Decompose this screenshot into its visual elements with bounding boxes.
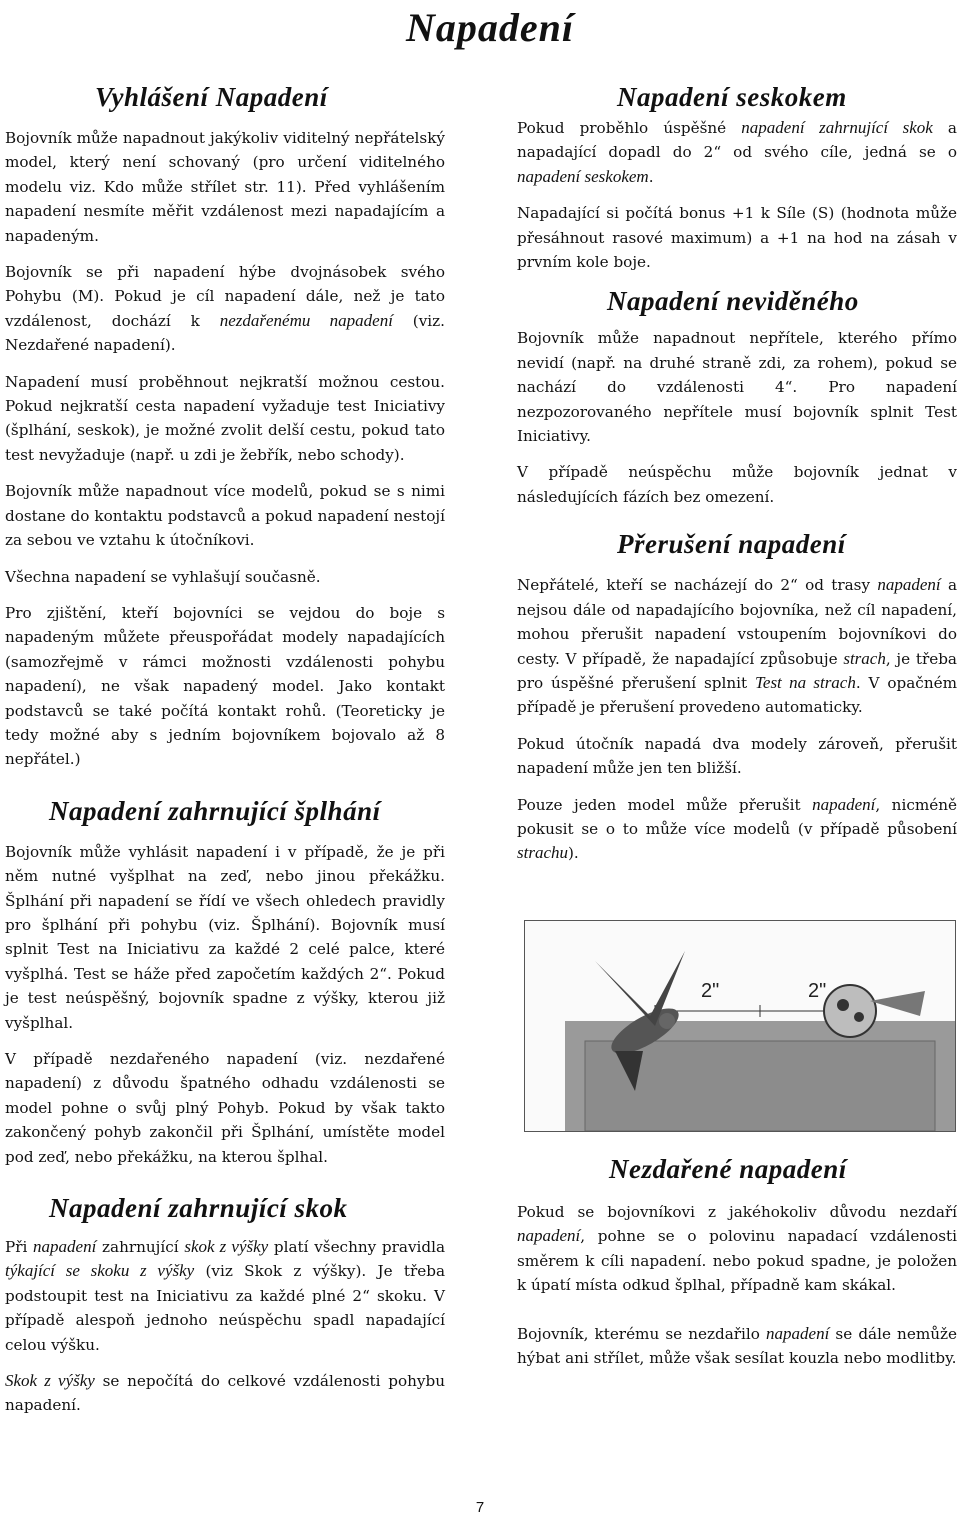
paragraph: Pouze jeden model může přerušit napadení, nicméně pokusit se o to může více modelů (v případě působení strachu).	[517, 794, 957, 863]
left-column	[5, 80, 445, 1418]
heading-splhani: Napadení zahrnující šplhání	[49, 795, 381, 826]
right-column	[517, 80, 957, 866]
paragraph: Napadající si počítá bonus +1 k Síle (S) (hodnota může přesáhnout rasové maximum) a +1 na hod na zásah v prvním kole boje.	[517, 204, 957, 272]
paragraph: Při napadení zahrnující skok z výšky platí všechny pravidla týkající se skoku z výšky (viz Skok z výšky). Je třeba podstoupit test na Iniciativu za každé plné 2“ skoku. V případě alespoň jednoho neúspěchu spadl napadající celou výšku.	[5, 1237, 446, 1354]
heading-neviden: Napadení neviděného	[607, 286, 859, 317]
distance-label: 2"	[808, 980, 827, 1002]
paragraph: Bojovník, kterému se nezdařilo napadení se dále nemůže hýbat ani střílet, může však sesílat kouzla nebo modlitby.	[517, 1323, 957, 1368]
paragraph: Bojovník může vyhlásit napadení i v případě, že je při něm nutné vyšplhat na zeď, nebo jinou překážku. Šplhání při napadení se řídí ve všech ohledech pravidly pro šplhání při pohybu (viz. Šplhání). Bojovník musí splnit Test na Iniciativu za každé 2 celé palce, které vyšplhá. Test se háže před započetím každých 2“. Pokud je test neúspěšný, bojovník spadne z výšky, kterou již vyšplhal.	[5, 842, 445, 1032]
heading-nezdar: Nezdařené napadení	[609, 1154, 847, 1184]
paragraph: Pro zjištění, kteří bojovníci se vejdou do boje s napadeným můžete přeuspořádat modely napadajících (samozřejmě v rámci možnosti vzdálenosti pohybu napadení), ne však napadený model. Jako kontakt podstavců se také počítá kontakt rohů. (Teoreticky je tedy možné aby s jedním bojovníkem bojovalo až 8 nepřátel.)	[5, 603, 445, 769]
paragraph: Nepřátelé, kteří se nacházejí do 2“ od trasy napadení a nejsou dále od napadajícího bojovníka, než cíl napadení, mohou přerušit napadení vstoupením bojovníkovi do cesty. V případě, že napadající způsobuje strach, je třeba pro úspěšné přerušení splnit Test na strach. V opačném případě je přerušení provedeno automaticky.	[517, 575, 957, 717]
paragraph: Bojovník se při napadení hýbe dvojnásobek svého Pohybu (M). Pokud je cíl napadení dále, než je tato vzdálenost, dochází k nezdařenému napadení (viz. Nezdařené napadení).	[5, 263, 445, 355]
paragraph: Pokud útočník napadá dva modely zároveň, přerušit napadení může jen ten bližší.	[517, 734, 957, 778]
page-title: Napadení	[406, 5, 574, 50]
paragraph: Napadení musí proběhnout nejkratší možnou cestou. Pokud nejkratší cesta napadení vyžaduje test Iniciativy (šplhání, seskok), je možné zvolit delší cestu, pokud tato test nevyžaduje (např. u zdi je žebřík, nebo schody).	[5, 372, 445, 464]
distance-label: 2"	[701, 980, 720, 1002]
paragraph: Bojovník může napadnout více modelů, pokud se s nimi dostane do kontaktu podstavců a pokud napadení nestojí za sebou ve vztahu k útočníkovi.	[5, 482, 445, 550]
paragraph: Všechna napadení se vyhlašují současně.	[5, 567, 321, 586]
right-column-lower	[517, 1152, 957, 1370]
paragraph: Pokud se bojovníkovi z jakéhokoliv důvodu nezdaří napadení, pohne se o polovinu napadací vzdálenosti směrem k cíli napadení. nebo pokud spadne, je položen k úpatí místa odkud šplhal, případně kam skákal.	[517, 1203, 957, 1295]
paragraph: Bojovník může napadnout jakýkoliv viditelný nepřátelský model, který není schovaný (pro určení viditelného modelu viz. Kdo může střílet str. 11). Před vyhlášením napadení nesmíte měřit vzdálenost mezi napadajícím a napadeným.	[5, 129, 445, 245]
heading-preruseni: Přerušení napadení	[617, 529, 846, 560]
paragraph: Pokud proběhlo úspěšné napadení zahrnující skok a napadající dopadl do 2“ od svého cíle, jedná se o napadení seskokem.	[517, 118, 957, 186]
paragraph: V případě nezdařeného napadení (viz. nezdařené napadení) z důvodu špatného odhadu vzdálenosti se model pohne o svůj plný Pohyb. Pokud by však takto zakončený pohyb zakončil při Šplhání, umístěte model pod zeď, nebo překážku, na kterou šplhal.	[5, 1050, 445, 1166]
paragraph: V případě neúspěchu může bojovník jednat v následujících fázích bez omezení.	[517, 463, 957, 506]
heading-skok: Napadení zahrnující skok	[49, 1193, 348, 1224]
charge-diagram-figure	[524, 920, 956, 1132]
heading-seskok: Napadení seskokem	[617, 82, 847, 112]
page-number: 7	[475, 1499, 485, 1516]
heading-vyhlaseni: Vyhlášení Napadení	[95, 82, 328, 112]
paragraph: Bojovník může napadnout nepřítele, kterého přímo nevidí (např. na druhé straně zdi, za rohem), pokud se nachází do vzdálenosti 4“. Pro napadení nezpozorovaného nepřítele musí bojovník splnit Test Iniciativy.	[517, 329, 957, 446]
charge-diagram	[525, 921, 955, 1131]
paragraph: Skok z výšky se nepočítá do celkové vzdálenosti pohybu napadení.	[5, 1371, 445, 1415]
